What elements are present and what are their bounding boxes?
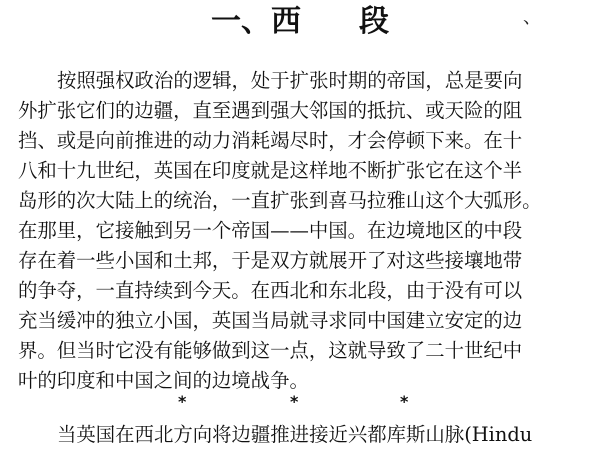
text-line: 岛形的次大陆上的统治，一直扩张到喜马拉雅山这个大弧形。 bbox=[18, 189, 542, 212]
paragraph-2 bbox=[18, 420, 582, 450]
separator-star: * bbox=[400, 392, 409, 411]
section-title-char-1: 西 bbox=[271, 4, 301, 39]
paragraph-1 bbox=[18, 66, 582, 396]
separator-star: * bbox=[290, 392, 299, 411]
text-line: 当英国在西北方向将边疆推进接近兴都库斯山脉(Hindu bbox=[57, 423, 533, 446]
section-title-char-2: 段 bbox=[359, 4, 389, 39]
section-number: 一、 bbox=[211, 4, 271, 39]
text-line: 八和十九世纪，英国在印度就是这样地不断扩张它在这个半 bbox=[18, 159, 523, 182]
text-line: 充当缓冲的独立小国，英国当局就寻求同中国建立安定的边 bbox=[18, 309, 523, 332]
stray-mark: 、 bbox=[523, 7, 541, 28]
text-line: 外扩张它们的边疆，直至遇到强大邻国的抵抗、或天险的阻 bbox=[18, 99, 523, 122]
section-heading bbox=[0, 2, 600, 42]
text-line: 按照强权政治的逻辑，处于扩张时期的帝国，总是要向 bbox=[57, 69, 523, 92]
text-line: 在那里，它接触到另一个帝国——中国。在边境地区的中段 bbox=[18, 219, 523, 242]
section-separator bbox=[0, 394, 600, 414]
text-line: 界。但当时它没有能够做到这一点，这就导致了二十世纪中 bbox=[18, 339, 523, 362]
separator-star: * bbox=[178, 392, 187, 411]
text-line: 存在着一些小国和土邦，于是双方就展开了对这些接壤地带 bbox=[18, 249, 523, 272]
text-line: 挡、或是向前推进的动力消耗竭尽时，才会停顿下来。在十 bbox=[18, 129, 523, 152]
text-line: 的争夺，一直持续到今天。在西北和东北段，由于没有可以 bbox=[18, 279, 523, 302]
text-line: 叶的印度和中国之间的边境战争。 bbox=[18, 369, 309, 392]
